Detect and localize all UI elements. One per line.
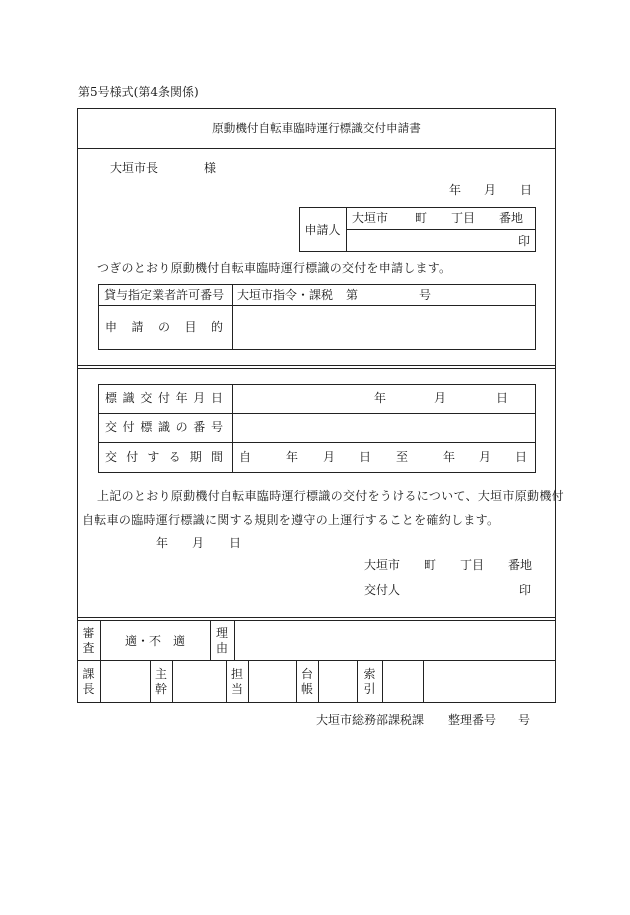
label-char: 指 [128, 288, 141, 302]
pledge-date-month: 月 [192, 536, 205, 550]
stamp-label-ledger: 台帳 [300, 667, 313, 696]
applicant-banchi: 番地 [499, 211, 524, 225]
label-char: 付 [122, 420, 135, 434]
label-char: 識 [122, 391, 135, 405]
label-char: 交 [105, 420, 118, 434]
stamp-row-divider [357, 660, 358, 703]
title-rule [77, 148, 556, 149]
label-char: 交 [140, 391, 153, 405]
applicant-label: 申請人 [304, 223, 341, 237]
period-to-year: 年 [443, 450, 456, 464]
label-char: 番 [193, 420, 206, 434]
office-use-row-rule [77, 660, 556, 661]
issuance-table-column-divider [232, 384, 233, 473]
application-statement: つぎのとおり原動機付自転車臨時運行標識の交付を申請します。 [97, 261, 452, 275]
stamp-label-supervisor: 主幹 [154, 667, 167, 696]
label-char: 号 [210, 420, 223, 434]
label-char: 的 [210, 320, 223, 334]
label-char: 日 [210, 391, 223, 405]
label-char: 号 [212, 288, 225, 302]
period-to-month: 月 [479, 450, 492, 464]
permit-number-authority: 大垣市指令・課税 [237, 288, 334, 302]
permit-number-go: 号 [419, 288, 432, 302]
label-char: 間 [210, 450, 223, 464]
pledge-line-1: 上記のとおり原動機付自転車臨時運行標識の交付をうけるについて、大垣市原動機付 [97, 489, 564, 503]
label-char: 年 [175, 391, 188, 405]
stamp-row-divider [150, 660, 151, 703]
pledge-line-2: 自転車の臨時運行標識に関する規則を遵守の上運行することを確約します。 [82, 513, 500, 527]
period-label [105, 450, 223, 464]
label-char: 番 [200, 288, 213, 302]
label-char: 目 [184, 320, 197, 334]
issuance-table-row-divider [98, 413, 536, 414]
label-char: 者 [164, 288, 177, 302]
label-char: 付 [157, 391, 170, 405]
label-char: 付 [126, 450, 139, 464]
footer-department: 大垣市総務部課税課 [316, 713, 425, 727]
stamp-row-divider [172, 660, 173, 703]
recipient-chome: 丁目 [460, 558, 485, 572]
stamp-row-divider [423, 660, 424, 703]
label-char: 可 [188, 288, 201, 302]
form-title: 原動機付自転車臨時運行標識交付申請書 [212, 121, 421, 135]
section-rule [77, 617, 556, 618]
period-to: 至 [396, 450, 409, 464]
recipient-town: 町 [424, 558, 437, 572]
period-to-day: 日 [515, 450, 528, 464]
plate-number-label [105, 420, 223, 434]
label-char: 許 [176, 288, 189, 302]
period-from-year: 年 [286, 450, 299, 464]
pledge-date-day: 日 [229, 536, 242, 550]
stamp-label-section-chief: 課長 [82, 667, 95, 696]
applicant-box-divider [346, 229, 536, 230]
label-char: の [157, 320, 170, 334]
applicant-town: 町 [415, 211, 428, 225]
applicant-city: 大垣市 [352, 211, 389, 225]
label-char: 標 [105, 391, 118, 405]
applicant-seal: 印 [518, 234, 531, 248]
label-char: 定 [140, 288, 153, 302]
label-char: 貸 [104, 288, 117, 302]
label-char: 月 [193, 391, 206, 405]
issuance-table-row-divider [98, 442, 536, 443]
review-options: 適・不 適 [124, 634, 185, 648]
label-char: す [147, 450, 160, 464]
footer-serial-label: 整理番号 [448, 713, 497, 727]
review-reason-label: 理由 [215, 626, 228, 655]
permit-number-dai: 第 [346, 288, 359, 302]
label-char: 与 [116, 288, 129, 302]
section-rule [77, 368, 556, 369]
recipient-city: 大垣市 [364, 558, 401, 572]
applicant-chome: 丁目 [451, 211, 476, 225]
request-table-column-divider [232, 284, 233, 350]
issue-date-label [105, 391, 223, 405]
label-char: 期 [189, 450, 202, 464]
addressee-name: 大垣市長 [110, 161, 159, 175]
form-number: 第5号様式(第4条関係) [78, 85, 199, 99]
label-char: 請 [131, 320, 144, 334]
period-from: 自 [239, 450, 252, 464]
application-date-day: 日 [520, 183, 533, 197]
stamp-row-divider [226, 660, 227, 703]
recipient-label: 交付人 [364, 583, 401, 597]
review-row-divider [234, 621, 235, 660]
section-rule [77, 620, 556, 621]
period-from-month: 月 [323, 450, 336, 464]
label-char: 交 [105, 450, 118, 464]
issue-date-day: 日 [496, 391, 509, 405]
label-char: 標 [140, 420, 153, 434]
label-char: 識 [157, 420, 170, 434]
recipient-banchi: 番地 [508, 558, 533, 572]
label-char: 申 [105, 320, 118, 334]
stamp-row-divider [318, 660, 319, 703]
label-char: る [168, 450, 181, 464]
review-row-divider [210, 621, 211, 660]
stamp-row-divider [382, 660, 383, 703]
label-char: 業 [152, 288, 165, 302]
recipient-seal: 印 [519, 583, 532, 597]
pledge-date-year: 年 [156, 536, 169, 550]
section-rule [77, 365, 556, 366]
addressee-honorific: 様 [204, 161, 217, 175]
application-date-year: 年 [449, 183, 462, 197]
request-table-row-divider [98, 305, 536, 306]
stamp-row-divider [296, 660, 297, 703]
stamp-row-divider [248, 660, 249, 703]
footer-serial-go: 号 [518, 713, 531, 727]
review-label: 審査 [82, 626, 95, 655]
stamp-label-staff: 担当 [230, 667, 243, 696]
stamp-row-divider [100, 660, 101, 703]
period-from-day: 日 [359, 450, 372, 464]
label-char: の [175, 420, 188, 434]
application-date-month: 月 [484, 183, 497, 197]
permit-number-label [104, 288, 224, 302]
purpose-label [105, 320, 223, 334]
stamp-label-index: 索引 [363, 667, 376, 696]
issue-date-year: 年 [374, 391, 387, 405]
issue-date-month: 月 [434, 391, 447, 405]
